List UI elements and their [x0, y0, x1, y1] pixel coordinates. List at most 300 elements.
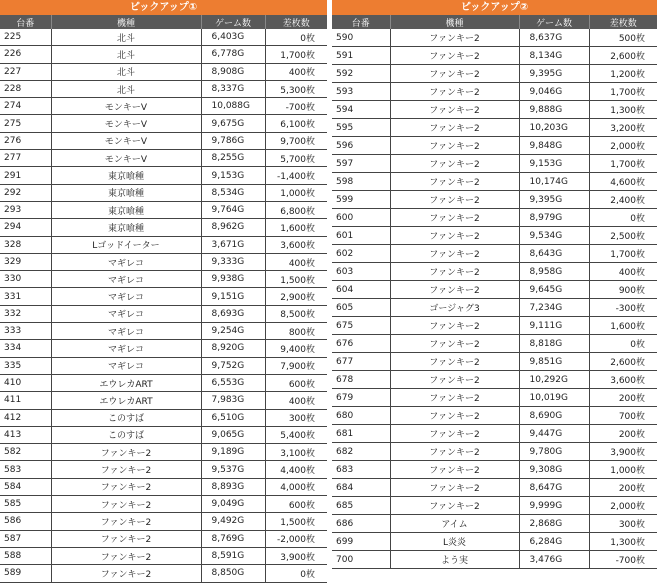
table-row: [332, 47, 657, 65]
cell-machine-no: 596: [332, 137, 390, 155]
cell-diff: 3,900枚: [265, 547, 327, 564]
cell-model: ファンキー2: [390, 281, 519, 299]
cell-model: ファンキー2: [390, 263, 519, 281]
cell-games: 8,134G: [519, 47, 589, 65]
cell-diff: 1,700枚: [589, 83, 657, 101]
cell-machine-no: 588: [0, 547, 51, 564]
cell-model: Lゴッドイーター: [51, 236, 201, 253]
data-table: [332, 15, 657, 569]
cell-games: 9,308G: [519, 461, 589, 479]
table-row: [0, 323, 327, 340]
cell-diff: 3,200枚: [589, 119, 657, 137]
table-row: [0, 80, 327, 97]
cell-games: 7,234G: [519, 299, 589, 317]
table-row: [332, 317, 657, 335]
cell-diff: -1,400枚: [265, 167, 327, 184]
cell-machine-no: 293: [0, 201, 51, 218]
cell-machine-no: 597: [332, 155, 390, 173]
cell-games: 10,088G: [201, 98, 265, 115]
table-row: [0, 167, 327, 184]
cell-diff: 200枚: [589, 479, 657, 497]
cell-machine-no: 595: [332, 119, 390, 137]
cell-machine-no: 591: [332, 47, 390, 65]
cell-machine-no: 411: [0, 392, 51, 409]
table-row: [332, 299, 657, 317]
cell-games: 9,189G: [201, 444, 265, 461]
table-row: [332, 425, 657, 443]
header-model: 機種: [51, 15, 201, 29]
cell-model: ファンキー2: [390, 443, 519, 461]
cell-machine-no: 594: [332, 101, 390, 119]
cell-machine-no: 274: [0, 98, 51, 115]
pickup-table-2: [332, 0, 657, 569]
table-row: [0, 184, 327, 201]
table-body: [0, 29, 327, 582]
cell-diff: 3,900枚: [589, 443, 657, 461]
cell-model: マギレコ: [51, 340, 201, 357]
cell-diff: 9,700枚: [265, 132, 327, 149]
cell-diff: 2,000枚: [589, 497, 657, 515]
cell-games: 8,769G: [201, 530, 265, 547]
header-machine-no: 台番: [332, 15, 390, 29]
cell-games: 8,534G: [201, 184, 265, 201]
cell-games: 9,254G: [201, 323, 265, 340]
table-row: [332, 155, 657, 173]
cell-model: ファンキー2: [390, 209, 519, 227]
cell-model: ファンキー2: [390, 497, 519, 515]
cell-diff: 600枚: [265, 496, 327, 513]
table-title: ピックアップ①: [0, 0, 327, 15]
cell-games: 9,111G: [519, 317, 589, 335]
table-row: [332, 245, 657, 263]
table-row: [0, 201, 327, 218]
cell-machine-no: 593: [332, 83, 390, 101]
table-row: [0, 288, 327, 305]
cell-games: 9,786G: [201, 132, 265, 149]
cell-games: 6,284G: [519, 533, 589, 551]
cell-model: 東京喰種: [51, 219, 201, 236]
cell-model: L炎炎: [390, 533, 519, 551]
cell-machine-no: 329: [0, 253, 51, 270]
cell-games: 8,908G: [201, 63, 265, 80]
cell-machine-no: 291: [0, 167, 51, 184]
cell-machine-no: 679: [332, 389, 390, 407]
cell-model: ファンキー2: [51, 547, 201, 564]
cell-diff: -700枚: [265, 98, 327, 115]
cell-machine-no: 700: [332, 551, 390, 569]
cell-model: ファンキー2: [390, 353, 519, 371]
header-diff: 差枚数: [589, 15, 657, 29]
cell-machine-no: 413: [0, 426, 51, 443]
cell-games: 9,046G: [519, 83, 589, 101]
cell-model: ファンキー2: [51, 530, 201, 547]
cell-diff: 1,000枚: [265, 184, 327, 201]
cell-machine-no: 587: [0, 530, 51, 547]
table-row: [332, 461, 657, 479]
cell-diff: 0枚: [589, 335, 657, 353]
cell-games: 9,447G: [519, 425, 589, 443]
cell-games: 9,395G: [519, 191, 589, 209]
data-table: [0, 15, 327, 583]
cell-model: ファンキー2: [390, 83, 519, 101]
cell-machine-no: 333: [0, 323, 51, 340]
cell-diff: 5,400枚: [265, 426, 327, 443]
header-row: [0, 15, 327, 29]
cell-diff: 400枚: [589, 263, 657, 281]
cell-machine-no: 682: [332, 443, 390, 461]
cell-machine-no: 605: [332, 299, 390, 317]
cell-games: 6,403G: [201, 29, 265, 46]
cell-model: ファンキー2: [390, 479, 519, 497]
table-row: [332, 407, 657, 425]
cell-games: 8,637G: [519, 29, 589, 47]
header-row: [332, 15, 657, 29]
cell-games: 9,999G: [519, 497, 589, 515]
table-row: [0, 461, 327, 478]
cell-model: ファンキー2: [390, 317, 519, 335]
table-row: [332, 29, 657, 47]
table-row: [332, 191, 657, 209]
cell-machine-no: 681: [332, 425, 390, 443]
cell-machine-no: 335: [0, 357, 51, 374]
cell-games: 9,153G: [201, 167, 265, 184]
cell-diff: 1,000枚: [589, 461, 657, 479]
cell-model: アイム: [390, 515, 519, 533]
cell-games: 8,337G: [201, 80, 265, 97]
cell-games: 9,848G: [519, 137, 589, 155]
cell-machine-no: 410: [0, 374, 51, 391]
cell-machine-no: 277: [0, 150, 51, 167]
cell-diff: 1,700枚: [265, 46, 327, 63]
header-games: ゲーム数: [201, 15, 265, 29]
cell-games: 6,553G: [201, 374, 265, 391]
table-row: [0, 409, 327, 426]
table-row: [0, 496, 327, 513]
cell-machine-no: 227: [0, 63, 51, 80]
table-row: [0, 98, 327, 115]
cell-model: ファンキー2: [51, 444, 201, 461]
cell-games: 9,537G: [201, 461, 265, 478]
cell-model: エウレカART: [51, 392, 201, 409]
table-row: [0, 426, 327, 443]
cell-model: ファンキー2: [390, 173, 519, 191]
cell-games: 9,752G: [201, 357, 265, 374]
cell-games: 9,938G: [201, 271, 265, 288]
cell-games: 8,591G: [201, 547, 265, 564]
cell-machine-no: 684: [332, 479, 390, 497]
cell-games: 9,049G: [201, 496, 265, 513]
cell-games: 9,534G: [519, 227, 589, 245]
table-row: [332, 353, 657, 371]
cell-model: ファンキー2: [390, 227, 519, 245]
table-row: [332, 119, 657, 137]
table-row: [332, 371, 657, 389]
cell-model: 東京喰種: [51, 167, 201, 184]
table-row: [332, 173, 657, 191]
cell-diff: 3,600枚: [265, 236, 327, 253]
cell-diff: -700枚: [589, 551, 657, 569]
cell-machine-no: 334: [0, 340, 51, 357]
table-row: [332, 281, 657, 299]
cell-games: 8,893G: [201, 478, 265, 495]
cell-diff: 900枚: [589, 281, 657, 299]
cell-games: 8,962G: [201, 219, 265, 236]
cell-machine-no: 412: [0, 409, 51, 426]
header-diff: 差枚数: [265, 15, 327, 29]
cell-machine-no: 599: [332, 191, 390, 209]
cell-model: エウレカART: [51, 374, 201, 391]
cell-model: ファンキー2: [390, 119, 519, 137]
cell-diff: 1,600枚: [265, 219, 327, 236]
cell-games: 9,151G: [201, 288, 265, 305]
cell-diff: 1,500枚: [265, 513, 327, 530]
table-row: [0, 132, 327, 149]
cell-model: モンキーV: [51, 115, 201, 132]
cell-diff: 1,200枚: [589, 65, 657, 83]
cell-model: このすば: [51, 409, 201, 426]
cell-games: 8,818G: [519, 335, 589, 353]
cell-machine-no: 602: [332, 245, 390, 263]
cell-diff: 6,100枚: [265, 115, 327, 132]
cell-diff: 1,300枚: [589, 101, 657, 119]
cell-diff: 300枚: [589, 515, 657, 533]
cell-machine-no: 225: [0, 29, 51, 46]
cell-diff: 700枚: [589, 407, 657, 425]
cell-games: 9,492G: [201, 513, 265, 530]
cell-model: ファンキー2: [390, 245, 519, 263]
cell-machine-no: 675: [332, 317, 390, 335]
cell-machine-no: 328: [0, 236, 51, 253]
cell-model: ファンキー2: [390, 371, 519, 389]
cell-games: 10,292G: [519, 371, 589, 389]
cell-model: マギレコ: [51, 271, 201, 288]
cell-games: 9,764G: [201, 201, 265, 218]
cell-diff: 0枚: [265, 29, 327, 46]
cell-machine-no: 332: [0, 305, 51, 322]
cell-machine-no: 598: [332, 173, 390, 191]
cell-diff: 7,900枚: [265, 357, 327, 374]
table-row: [332, 227, 657, 245]
cell-games: 9,645G: [519, 281, 589, 299]
cell-games: 9,065G: [201, 426, 265, 443]
cell-machine-no: 699: [332, 533, 390, 551]
cell-games: 9,780G: [519, 443, 589, 461]
header-games: ゲーム数: [519, 15, 589, 29]
cell-diff: 400枚: [265, 253, 327, 270]
cell-games: 2,868G: [519, 515, 589, 533]
table-body: [332, 29, 657, 569]
cell-model: ファンキー2: [51, 496, 201, 513]
table-row: [0, 444, 327, 461]
cell-games: 8,690G: [519, 407, 589, 425]
cell-games: 8,255G: [201, 150, 265, 167]
cell-diff: 1,700枚: [589, 155, 657, 173]
cell-model: 北斗: [51, 29, 201, 46]
cell-machine-no: 228: [0, 80, 51, 97]
cell-games: 9,153G: [519, 155, 589, 173]
cell-model: ファンキー2: [390, 335, 519, 353]
cell-model: マギレコ: [51, 357, 201, 374]
cell-machine-no: 292: [0, 184, 51, 201]
cell-diff: 2,600枚: [589, 353, 657, 371]
cell-diff: 1,300枚: [589, 533, 657, 551]
cell-machine-no: 586: [0, 513, 51, 530]
cell-games: 9,333G: [201, 253, 265, 270]
cell-model: 東京喰種: [51, 201, 201, 218]
cell-machine-no: 678: [332, 371, 390, 389]
table-row: [0, 357, 327, 374]
pickup-table-1: [0, 0, 327, 583]
cell-machine-no: 582: [0, 444, 51, 461]
cell-machine-no: 226: [0, 46, 51, 63]
cell-games: 8,643G: [519, 245, 589, 263]
cell-machine-no: 683: [332, 461, 390, 479]
cell-diff: 500枚: [589, 29, 657, 47]
cell-games: 9,851G: [519, 353, 589, 371]
table-row: [332, 209, 657, 227]
cell-model: このすば: [51, 426, 201, 443]
cell-model: ファンキー2: [390, 425, 519, 443]
cell-diff: 200枚: [589, 425, 657, 443]
table-row: [0, 565, 327, 582]
table-row: [0, 150, 327, 167]
cell-model: ファンキー2: [390, 65, 519, 83]
table-row: [332, 389, 657, 407]
header-machine-no: 台番: [0, 15, 51, 29]
cell-model: ゴージャグ3: [390, 299, 519, 317]
cell-diff: 0枚: [265, 565, 327, 582]
table-row: [332, 515, 657, 533]
cell-games: 10,203G: [519, 119, 589, 137]
cell-diff: -300枚: [589, 299, 657, 317]
cell-machine-no: 331: [0, 288, 51, 305]
table-row: [332, 101, 657, 119]
cell-model: マギレコ: [51, 305, 201, 322]
cell-model: マギレコ: [51, 323, 201, 340]
cell-machine-no: 680: [332, 407, 390, 425]
cell-diff: 2,000枚: [589, 137, 657, 155]
cell-model: 北斗: [51, 63, 201, 80]
table-row: [0, 305, 327, 322]
table-row: [332, 137, 657, 155]
cell-games: 10,019G: [519, 389, 589, 407]
cell-diff: 3,600枚: [589, 371, 657, 389]
cell-model: モンキーV: [51, 98, 201, 115]
cell-model: 北斗: [51, 80, 201, 97]
table-row: [332, 83, 657, 101]
cell-machine-no: 275: [0, 115, 51, 132]
cell-diff: 4,600枚: [589, 173, 657, 191]
cell-diff: 2,400枚: [589, 191, 657, 209]
table-row: [0, 513, 327, 530]
cell-games: 8,979G: [519, 209, 589, 227]
cell-machine-no: 585: [0, 496, 51, 513]
cell-model: ファンキー2: [390, 461, 519, 479]
cell-diff: 5,700枚: [265, 150, 327, 167]
table-row: [0, 374, 327, 391]
cell-machine-no: 294: [0, 219, 51, 236]
cell-diff: 400枚: [265, 392, 327, 409]
cell-games: 9,395G: [519, 65, 589, 83]
cell-diff: -2,000枚: [265, 530, 327, 547]
cell-diff: 400枚: [265, 63, 327, 80]
table-row: [332, 479, 657, 497]
cell-machine-no: 276: [0, 132, 51, 149]
cell-model: ファンキー2: [51, 513, 201, 530]
cell-model: ファンキー2: [51, 478, 201, 495]
cell-machine-no: 590: [332, 29, 390, 47]
cell-games: 8,958G: [519, 263, 589, 281]
cell-machine-no: 589: [0, 565, 51, 582]
cell-machine-no: 601: [332, 227, 390, 245]
table-row: [0, 547, 327, 564]
cell-diff: 2,500枚: [589, 227, 657, 245]
cell-machine-no: 685: [332, 497, 390, 515]
table-row: [332, 533, 657, 551]
cell-model: ファンキー2: [390, 137, 519, 155]
cell-diff: 3,100枚: [265, 444, 327, 461]
cell-games: 3,476G: [519, 551, 589, 569]
cell-games: 9,675G: [201, 115, 265, 132]
table-row: [0, 478, 327, 495]
table-row: [332, 335, 657, 353]
cell-model: ファンキー2: [390, 407, 519, 425]
cell-machine-no: 330: [0, 271, 51, 288]
cell-model: ファンキー2: [51, 565, 201, 582]
cell-model: モンキーV: [51, 132, 201, 149]
cell-machine-no: 584: [0, 478, 51, 495]
cell-machine-no: 600: [332, 209, 390, 227]
cell-diff: 2,600枚: [589, 47, 657, 65]
table-row: [0, 115, 327, 132]
cell-games: 6,510G: [201, 409, 265, 426]
cell-diff: 6,800枚: [265, 201, 327, 218]
cell-games: 8,693G: [201, 305, 265, 322]
table-row: [0, 253, 327, 270]
cell-model: ファンキー2: [390, 155, 519, 173]
cell-machine-no: 677: [332, 353, 390, 371]
table-row: [0, 219, 327, 236]
table-row: [332, 551, 657, 569]
table-row: [0, 271, 327, 288]
cell-games: 8,920G: [201, 340, 265, 357]
cell-machine-no: 604: [332, 281, 390, 299]
table-row: [0, 392, 327, 409]
cell-diff: 1,500枚: [265, 271, 327, 288]
cell-model: ファンキー2: [390, 389, 519, 407]
cell-diff: 5,300枚: [265, 80, 327, 97]
cell-diff: 1,700枚: [589, 245, 657, 263]
table-row: [0, 46, 327, 63]
table-row: [0, 63, 327, 80]
table-title: ピックアップ②: [332, 0, 657, 15]
cell-model: マギレコ: [51, 253, 201, 270]
table-row: [332, 497, 657, 515]
cell-model: モンキーV: [51, 150, 201, 167]
table-row: [332, 263, 657, 281]
cell-diff: 200枚: [589, 389, 657, 407]
cell-model: ファンキー2: [390, 47, 519, 65]
cell-diff: 800枚: [265, 323, 327, 340]
cell-machine-no: 603: [332, 263, 390, 281]
cell-games: 8,647G: [519, 479, 589, 497]
cell-diff: 300枚: [265, 409, 327, 426]
cell-machine-no: 676: [332, 335, 390, 353]
cell-games: 10,174G: [519, 173, 589, 191]
cell-diff: 4,000枚: [265, 478, 327, 495]
cell-diff: 8,500枚: [265, 305, 327, 322]
table-row: [332, 443, 657, 461]
